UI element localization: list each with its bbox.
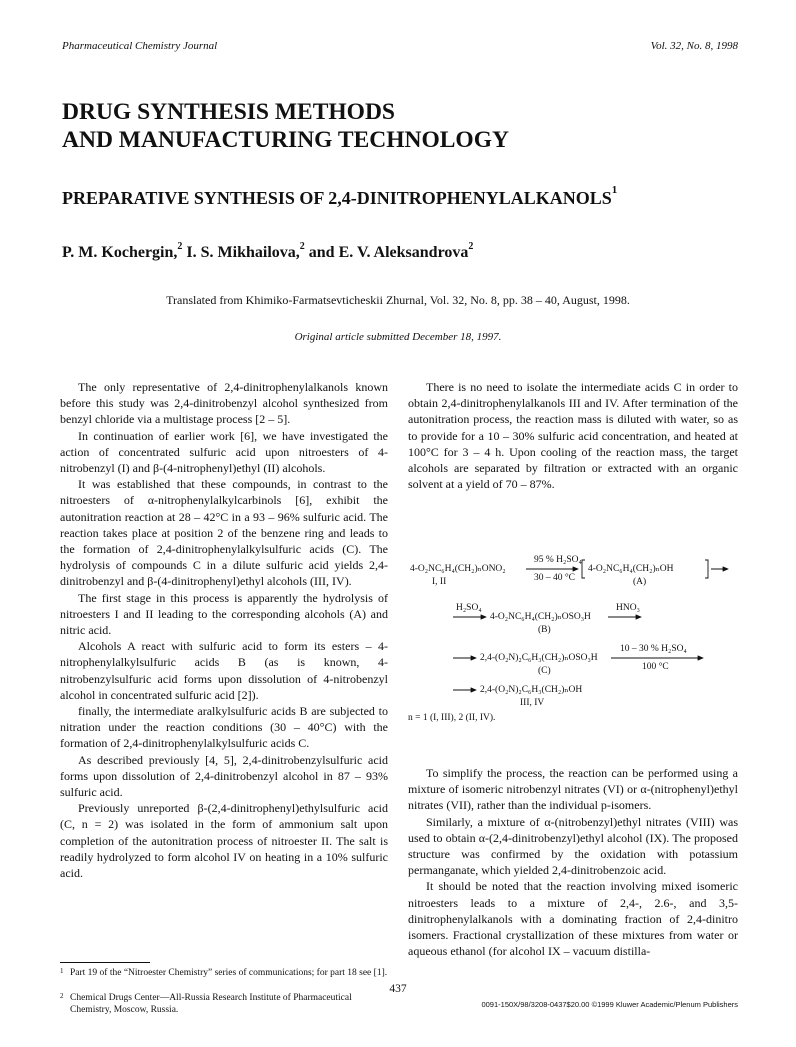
compound-alcohol-a: 4-O₂NC₆H₄(CH₂)ₙOH [588,564,674,574]
compound-label: (A) [633,577,647,587]
page-number: 437 [389,983,407,995]
translation-note: Translated from Khimiko-Farmatsevticheskii Zhurnal, Vol. 32, No. 8, pp. 38 – 40, August, 1998. [166,293,630,307]
journal-name: Pharmaceutical Chemistry Journal [62,40,218,52]
compound-label: (C) [538,666,551,676]
reaction-scheme [408,540,748,710]
author-name: P. M. Kochergin, [62,244,178,261]
paragraph: Previously unreported β-(2,4-dinitrophenyl)ethylsulfuric acid (C, n = 2) was isolated in the form of ammonium salt upon completion of the autonitration process of nitroester II. The salt is readily hydrolyzed to form alcohol IV on heating in a 10% sulfuric acid. [60,801,388,881]
authors [62,241,474,262]
body-column-right-bottom [408,765,738,959]
bracket-right [705,560,708,578]
section-title-line-1: DRUG SYNTHESIS METHODS [62,99,395,125]
paragraph: It was established that these compounds, in contrast to the nitroesters of α-nitrophenylalkylcarbinols [6], exhibit the autonitration reaction at 28 – 42°C in a 93 – 96% sulfuric acid. The reaction takes place at position 2 of the benzene ring and leads to the formation of 2,4-dinitrophenylalkylsulfuric acids (C). The hydrolysis of compounds C in a dilute sulfuric acid yields 2,4-dinitrobenzyl and β-(4-dinitrophenyl)ethyl alcohols (III, IV). [60,477,388,589]
compound-label: (B) [538,625,551,635]
footnote [60,993,390,1016]
condition-label: H₂SO₄ [456,603,482,613]
compound-nitroester: 4-O₂NC₆H₄(CH₂)ₙONO₂ [410,564,506,574]
paragraph: finally, the intermediate aralkylsulfuric acids B are subjected to nitration under the reaction conditions (30 – 40°C) with the formation of 2,4-dinitrophenylalkylsulfuric acids C. [60,704,388,751]
copyright-line: 0091-150X/98/3208-0437$20.00 ©1999 Kluwer Academic/Plenum Publishers [481,1000,738,1009]
author-affiliation-mark: 2 [468,241,474,252]
footnote-text: Part 19 of the “Nitroester Chemistry” series of communications; for part 18 see [1]. [70,968,388,978]
author-name: I. S. Mikhailova, [186,244,300,261]
condition-label: HNO₃ [616,603,640,613]
footnote [60,968,390,980]
condition-label: 100 °C [642,662,669,672]
scheme-caption: n = 1 (I, III), 2 (II, IV). [408,713,496,723]
paragraph: Alcohols A react with sulfuric acid to form its esters – 4-nitrophenylalkylsulfuric acids B (as is known, 4- nitrobenzylsulfuric acid forms upon dissolution of 4-nitrobenzyl alcohol in concentrated sulfuric acid [2]). [60,639,388,702]
paragraph: In continuation of earlier work [6], we have investigated the action of concentrated sulfuric acid upon nitroesters of 4-nitrobenzyl (I) and β-(4-nitrophenyl)ethyl (II) alcohols. [60,428,388,476]
paragraph: There is no need to isolate the intermediate acids C in order to obtain 2,4-dinitrophenylalkanols III and IV. After termination of the autonitration process, the reaction mass is diluted with water, so as to provide for a 10 – 30% sulfuric acid concentration, and heated at 100°C for 3 – 4 h. Upon cooling of the reaction mass, the target alcohols are separated by filtration or extracted with an organic solvent at a yield of 70 – 87%. [408,380,738,492]
paragraph: The only representative of 2,4-dinitrophenylalkanols known before this study was 2,4-dinitrobenzyl alcohol synthesized from benzyl chloride via a multistage process [2 – 5]. [60,380,388,427]
paragraph: It should be noted that the reaction involving mixed isomeric nitroesters leads to a mixture of 2,4-, 2.6-, and 3,5-dinitrophenylalkanols with a dominating fraction of 2,4-dinitro isomers. Fractional crystallization of these mixtures from water or aqueous ethanol (for alcohol IX – vacuum distilla- [408,879,738,959]
author-affiliation-mark: 2 [177,241,183,252]
compound-sulfuric-acid-c: 2,4-(O₂N)₂C₆H₃(CH₂)ₙOSO₃H [480,653,598,663]
paragraph: As described previously [4, 5], 2,4-dinitrobenzylsulfuric acid forms upon dissolution of 2,4-dinitrobenzyl alcohol in 87 – 93% sulfuric acid. [60,752,388,800]
footnote-text: Chemical Drugs Center—All-Russia Research Institute of Pharmaceutical Chemistry, Moscow, Russia. [70,993,352,1015]
author-name: E. V. Aleksandrova [338,244,469,261]
condition-label: 95 % H₂SO₄ [534,555,582,565]
footnote-rule [60,962,150,963]
body-column-left [60,379,388,881]
volume-info: Vol. 32, No. 8, 1998 [650,40,738,52]
bracket-left [582,560,585,578]
author-affiliation-mark: 2 [299,241,305,252]
compound-alcohol-product: 2,4-(O₂N)₂C₆H₃(CH₂)ₙOH [480,685,583,695]
footnote-mark: 1 [60,967,64,975]
compound-label: III, IV [520,698,545,708]
body-column-right-top [408,379,738,492]
paragraph: Similarly, a mixture of α-(nitrobenzyl)ethyl nitrates (VIII) was used to obtain α-(2,4-dinitrobenzyl)ethyl alcohol (IX). The proposed structure was confirmed by the oxidation with potassium permanganate, which yielded 2,4-dinitrobenzoic acid. [408,814,738,878]
article-title-text: PREPARATIVE SYNTHESIS OF 2,4-DINITROPHENYLALKANOLS [62,188,612,208]
section-title [62,98,509,154]
paragraph: The first stage in this process is apparently the hydrolysis of nitroesters I and II leading to the corresponding alcohols (A) and nitric acid. [60,590,388,638]
author-separator: and [304,244,339,261]
submission-date: Original article submitted December 18, 1997. [294,331,502,343]
compound-label: I, II [432,577,447,587]
paragraph: To simplify the process, the reaction can be performed using a mixture of isomeric nitrobenzyl nitrates (VI) or α-(nitrophenyl)ethyl nitrates (VII), rather than the individual p-isomers. [408,766,738,813]
compound-sulfuric-acid-b: 4-O₂NC₆H₄(CH₂)ₙOSO₃H [490,612,591,622]
article-title-footnote-mark: 1 [611,184,618,196]
condition-label: 10 – 30 % H₂SO₄ [620,644,687,654]
article-title [62,184,618,209]
condition-label: 30 – 40 °C [534,573,576,583]
footnote-mark: 2 [60,992,64,1000]
section-title-line-2: AND MANUFACTURING TECHNOLOGY [62,127,509,153]
